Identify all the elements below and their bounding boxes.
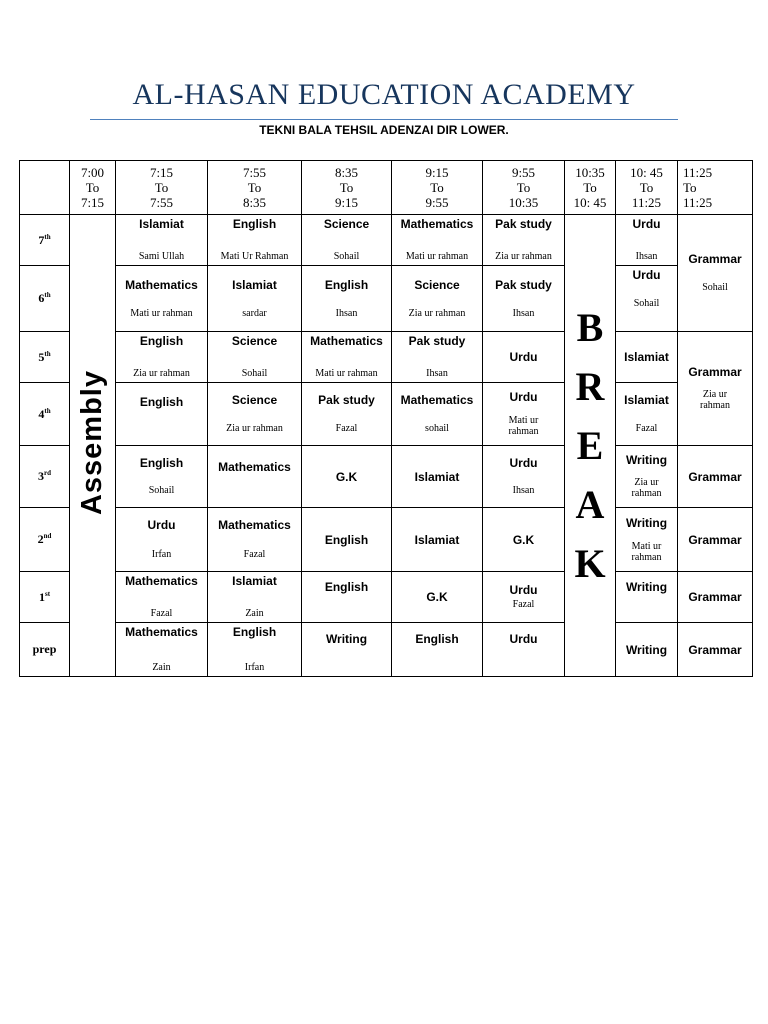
class-row (20, 623, 753, 677)
subject: Science (323, 217, 370, 231)
period-cell (116, 572, 208, 623)
teacher: Zain (245, 608, 264, 619)
teacher: Irfan (151, 548, 172, 560)
subject: English (232, 217, 277, 231)
class-label: 5th (20, 332, 70, 383)
time-slot-header: 7:55 To 8:35 (208, 161, 302, 215)
period-cell (392, 383, 483, 446)
class-row (20, 383, 753, 446)
time-slot-header: 10: 45 To 11:25 (616, 161, 678, 215)
class-label: 2nd (20, 508, 70, 572)
period-cell (392, 446, 483, 508)
subject: English (139, 455, 184, 470)
teacher: Zia ur rahman (631, 477, 662, 499)
subject: Islamiat (139, 217, 184, 231)
period-cell (116, 215, 208, 266)
period-cell (116, 383, 208, 446)
period-cell (208, 508, 302, 572)
break-letter: K (574, 541, 606, 586)
subject: Mathematics (125, 625, 198, 639)
period-cell (616, 572, 678, 623)
subject: Islamiat (624, 350, 669, 364)
break-letter: A (575, 482, 605, 527)
subject: Urdu (147, 518, 176, 533)
teacher: Sohail (702, 282, 728, 293)
time-slot-header: 10:35 To 10: 45 (565, 161, 616, 215)
subject: Grammar (688, 365, 742, 379)
break-letter: R (575, 364, 605, 409)
time-slot-header: 9:55 To 10:35 (483, 161, 565, 215)
academy-address: TEKNI BALA TEHSIL ADENZAI DIR LOWER. (259, 123, 509, 137)
teacher: Mati ur rahman (130, 307, 193, 319)
teacher: Zia ur rahman (408, 307, 466, 319)
time-slot-header: 7:00 To 7:15 (70, 161, 116, 215)
period-cell (116, 508, 208, 572)
teacher: Fazal (335, 423, 358, 434)
subject: Mathematics (125, 574, 198, 588)
teacher: Fazal (512, 599, 535, 610)
teacher: sohail (425, 423, 449, 434)
teacher: Mati ur rahman (405, 251, 469, 262)
teacher: Fazal (243, 548, 266, 560)
subject: G.K (426, 590, 448, 604)
period-cell (483, 572, 565, 623)
teacher: Ihsan (512, 485, 535, 497)
subject: Urdu (632, 268, 661, 282)
subject: English (139, 395, 184, 409)
period-cell (392, 332, 483, 383)
subject: Islamiat (414, 469, 460, 484)
assembly-cell (70, 215, 116, 677)
subject: Grammar (688, 532, 742, 547)
teacher: Zia ur rahman (133, 368, 190, 379)
class-label: 1st (20, 572, 70, 623)
subject: Pak study (495, 217, 552, 231)
teacher: Fazal (635, 423, 658, 434)
subject: Writing (625, 642, 668, 657)
period-cell (678, 446, 753, 508)
class-row (20, 572, 753, 623)
time-header-row (20, 161, 753, 215)
period-cell (483, 266, 565, 332)
timetable (19, 160, 753, 677)
teacher: Ihsan (335, 307, 358, 319)
period-cell (483, 332, 565, 383)
teacher: Zia ur rahman (495, 251, 552, 262)
break-cell (565, 215, 616, 677)
class-row (20, 215, 753, 266)
subject: Pak study (495, 277, 552, 292)
subject: Islamiat (232, 574, 277, 588)
period-cell (208, 332, 302, 383)
subject: English (324, 532, 369, 547)
period-cell (392, 623, 483, 677)
time-slot-header: 9:15 To 9:55 (392, 161, 483, 215)
period-cell (116, 623, 208, 677)
period-cell (302, 623, 392, 677)
subject: Grammar (688, 590, 742, 604)
subject: Science (231, 393, 278, 407)
class-row (20, 508, 753, 572)
subject: Urdu (509, 455, 538, 470)
period-cell (616, 215, 678, 266)
period-cell (302, 332, 392, 383)
period-cell (116, 266, 208, 332)
class-row (20, 332, 753, 383)
period-cell (302, 383, 392, 446)
subject: Mathematics (400, 393, 474, 407)
subject: Pak study (318, 393, 375, 407)
subject: Islamiat (414, 532, 460, 547)
teacher: Sohail (148, 485, 175, 497)
break-letter: B (576, 305, 604, 350)
subject: Grammar (688, 252, 742, 266)
period-cell (678, 572, 753, 623)
subject: Urdu (509, 390, 538, 405)
period-cell (302, 446, 392, 508)
period-cell (616, 383, 678, 446)
corner-cell (20, 161, 70, 215)
period-cell (483, 623, 565, 677)
period-cell (483, 215, 565, 266)
academy-title: AL-HASAN EDUCATION ACADEMY (132, 78, 636, 111)
subject: Urdu (632, 217, 661, 231)
subject: Writing (325, 632, 368, 646)
period-cell (616, 266, 678, 332)
subject: Islamiat (232, 277, 277, 292)
subject: Mathematics (310, 334, 383, 348)
period-cell (678, 215, 753, 332)
subject: Science (231, 334, 278, 348)
subject: Mathematics (125, 277, 198, 292)
assembly-label: Assembly (76, 370, 108, 516)
time-slot-header: 11:25 To 11:25 (678, 161, 753, 215)
period-cell (616, 332, 678, 383)
subject: Writing (625, 580, 668, 594)
subject: Writing (625, 515, 668, 530)
class-label: 3rd (20, 446, 70, 508)
time-slot-header: 7:15 To 7:55 (116, 161, 208, 215)
period-cell (302, 215, 392, 266)
teacher: Sohail (241, 368, 268, 379)
subject: English (324, 277, 369, 292)
period-cell (616, 446, 678, 508)
subject: English (139, 334, 184, 348)
period-cell (616, 508, 678, 572)
teacher: Mati ur rahman (508, 414, 539, 437)
subject: Mathematics (400, 217, 474, 231)
title-underline (90, 119, 678, 120)
subject: Urdu (509, 632, 538, 646)
period-cell (392, 508, 483, 572)
period-cell (483, 383, 565, 446)
teacher: Mati ur rahman (315, 368, 378, 379)
period-cell (392, 215, 483, 266)
teacher: Irfan (244, 662, 265, 673)
teacher: Zain (152, 662, 171, 673)
teacher: Sohail (333, 251, 360, 262)
subject: Pak study (408, 334, 466, 348)
period-cell (208, 572, 302, 623)
period-cell (302, 572, 392, 623)
period-cell (678, 623, 753, 677)
subject: English (415, 632, 459, 646)
period-cell (483, 446, 565, 508)
period-cell (116, 332, 208, 383)
subject: Urdu (509, 350, 538, 364)
period-cell (208, 215, 302, 266)
class-row (20, 266, 753, 332)
subject: Mathematics (218, 518, 291, 533)
break-letter: E (576, 423, 604, 468)
teacher: Sohail (633, 298, 660, 309)
subject: Urdu (509, 583, 538, 597)
teacher: Fazal (150, 608, 173, 619)
period-cell (116, 446, 208, 508)
subject: Writing (625, 453, 668, 467)
teacher: Ihsan (426, 368, 448, 379)
subject: Mathematics (218, 460, 291, 474)
teacher: Zia ur rahman (700, 389, 730, 411)
period-cell (302, 508, 392, 572)
period-cell (302, 266, 392, 332)
period-cell (392, 572, 483, 623)
teacher: Ihsan (635, 251, 658, 262)
teacher: Zia ur rahman (226, 423, 283, 434)
subject: Grammar (688, 642, 742, 657)
subject: English (232, 625, 277, 639)
teacher: Mati Ur Rahman (220, 251, 289, 262)
subject: G.K (512, 532, 535, 547)
period-cell (208, 446, 302, 508)
period-cell (678, 508, 753, 572)
period-cell (208, 383, 302, 446)
period-cell (208, 623, 302, 677)
class-row (20, 446, 753, 508)
subject: Grammar (688, 469, 742, 484)
subject: English (324, 580, 369, 594)
teacher: sardar (242, 307, 267, 319)
time-slot-header: 8:35 To 9:15 (302, 161, 392, 215)
class-label: prep (20, 623, 70, 677)
period-cell (678, 332, 753, 446)
class-label: 4th (20, 383, 70, 446)
period-cell (483, 508, 565, 572)
period-cell (392, 266, 483, 332)
class-label: 7th (20, 215, 70, 266)
period-cell (208, 266, 302, 332)
subject: Islamiat (624, 393, 669, 407)
teacher: Ihsan (512, 307, 535, 319)
teacher: Sami Ullah (138, 251, 185, 262)
subject: Science (414, 277, 460, 292)
class-label: 6th (20, 266, 70, 332)
subject: G.K (335, 469, 358, 484)
period-cell (616, 623, 678, 677)
teacher: Mati ur rahman (631, 540, 662, 563)
